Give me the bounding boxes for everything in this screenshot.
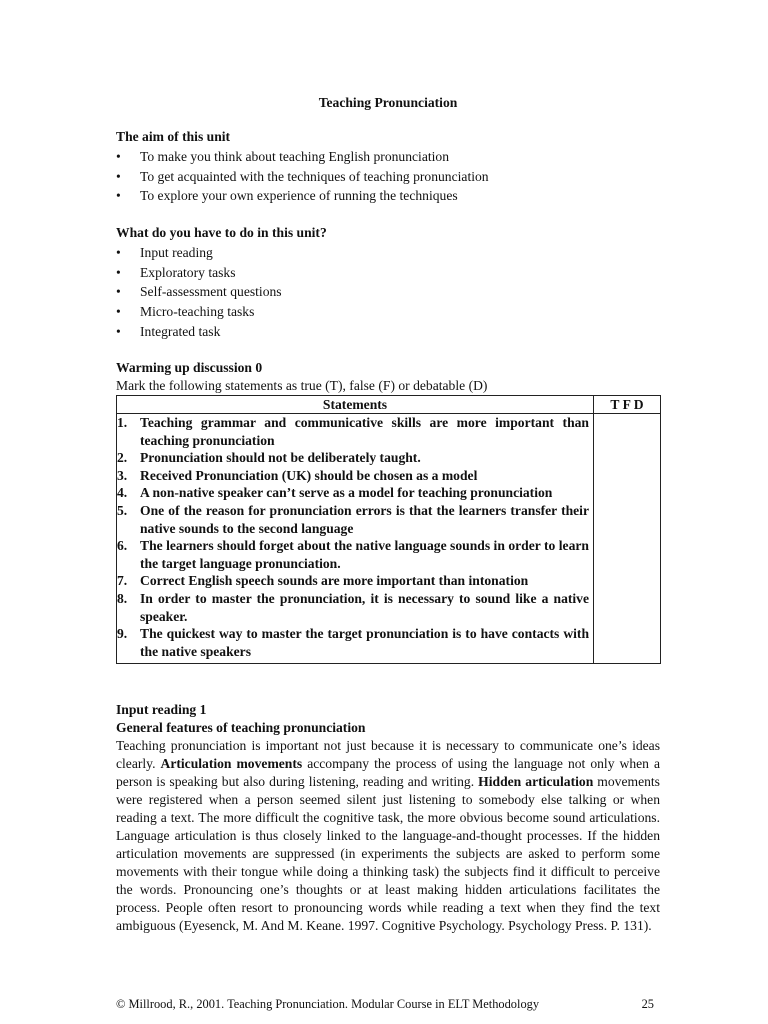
warmup-instruction: Mark the following statements as true (T), false (F) or debatable (D) [116,378,488,393]
statement-item: 3. Received Pronunciation (UK) should be chosen as a model [117,467,478,483]
aim-list [116,147,660,206]
statements-table [116,395,661,664]
statement-item: 5. One of the reason for pronunciation errors is that the learners transfer their native sounds to the second language [117,502,589,536]
list-item: • To get acquainted with the techniques of teaching pronunciation [116,167,660,187]
list-item: • To explore your own experience of running the techniques [116,186,660,206]
tfd-answer-cell[interactable] [594,414,661,664]
statements-column-header: Statements [117,396,594,414]
statement-item: 4. A non-native speaker can’t serve as a model for teaching pronunciation [117,485,553,501]
page-number: 25 [641,997,654,1011]
list-item: • Integrated task [116,322,660,342]
list-item: • Exploratory tasks [116,263,660,283]
input-heading: Input reading 1 [116,702,207,717]
tfd-column-header: T F D [594,396,661,414]
todo-heading: What do you have to do in this unit? [116,225,327,240]
list-item: • Self-assessment questions [116,282,660,302]
input-reading-section [116,701,660,936]
page-title: Teaching Pronunciation [318,95,458,110]
aim-heading: The aim of this unit [116,129,231,144]
statement-item: 1. Teaching grammar and communicative skills are more important than teaching pronunciation [117,415,589,448]
warmup-section [116,359,660,664]
statements-list [117,414,589,660]
warmup-heading: Warming up discussion 0 [116,360,263,375]
todo-section [116,223,660,342]
statement-item: 6. The learners should forget about the native language sounds in order to learn the target language pronunciation. [117,538,589,571]
copyright-text: © Millrood, R., 2001. Teaching Pronunciation. Modular Course in ELT Methodology [116,997,540,1011]
term-articulation-movements: Articulation movements [160,756,303,772]
statement-item: 2. Pronunciation should not be deliberately taught. [117,450,421,466]
list-item: • To make you think about teaching English pronunciation [116,147,660,167]
todo-list [116,243,660,342]
statements-cell [117,414,594,664]
term-hidden-articulation: Hidden articulation [478,774,594,790]
input-subheading: General features of teaching pronunciation [116,720,366,735]
statement-item: 9. The quickest way to master the target pronunciation is to have contacts with the native speakers [117,626,589,659]
statement-item: 8. In order to master the pronunciation, it is necessary to sound like a native speaker. [117,590,589,624]
list-item: • Micro-teaching tasks [116,302,660,322]
statement-item: 7. Correct English speech sounds are more important than intonation [117,573,529,589]
aim-section [116,127,660,206]
list-item: • Input reading [116,243,660,263]
input-paragraph: Teaching pronunciation is important not just because it is necessary to communicate one’s ideas clearly. Articulation movements accompany the process of using the language not only when a person is speaking but also during listening, reading and writing. Hidden articulation movements were registered when a person seemed silent just listening to somebody else talking or when reading a text. The more difficult the cognitive task, the more obvious become sound articulations. Language articulation is thus closely linked to the language-and-thought processes. If the hidden articulation movements are suppressed (in experiments the subjects are asked to perform some movements with their tongue while doing a thinking task) the subjects find it difficult to perceive the words. Pronouncing one’s thoughts or at least making hidden articulations facilitates the process. People often resort to pronouncing words while reading a text when they find the text ambiguous (Eyesenck, M. And M. Keane. 1997. Cognitive Psychology. Psychology Press. P. 131). [116,738,660,934]
page-footer [116,997,654,1012]
